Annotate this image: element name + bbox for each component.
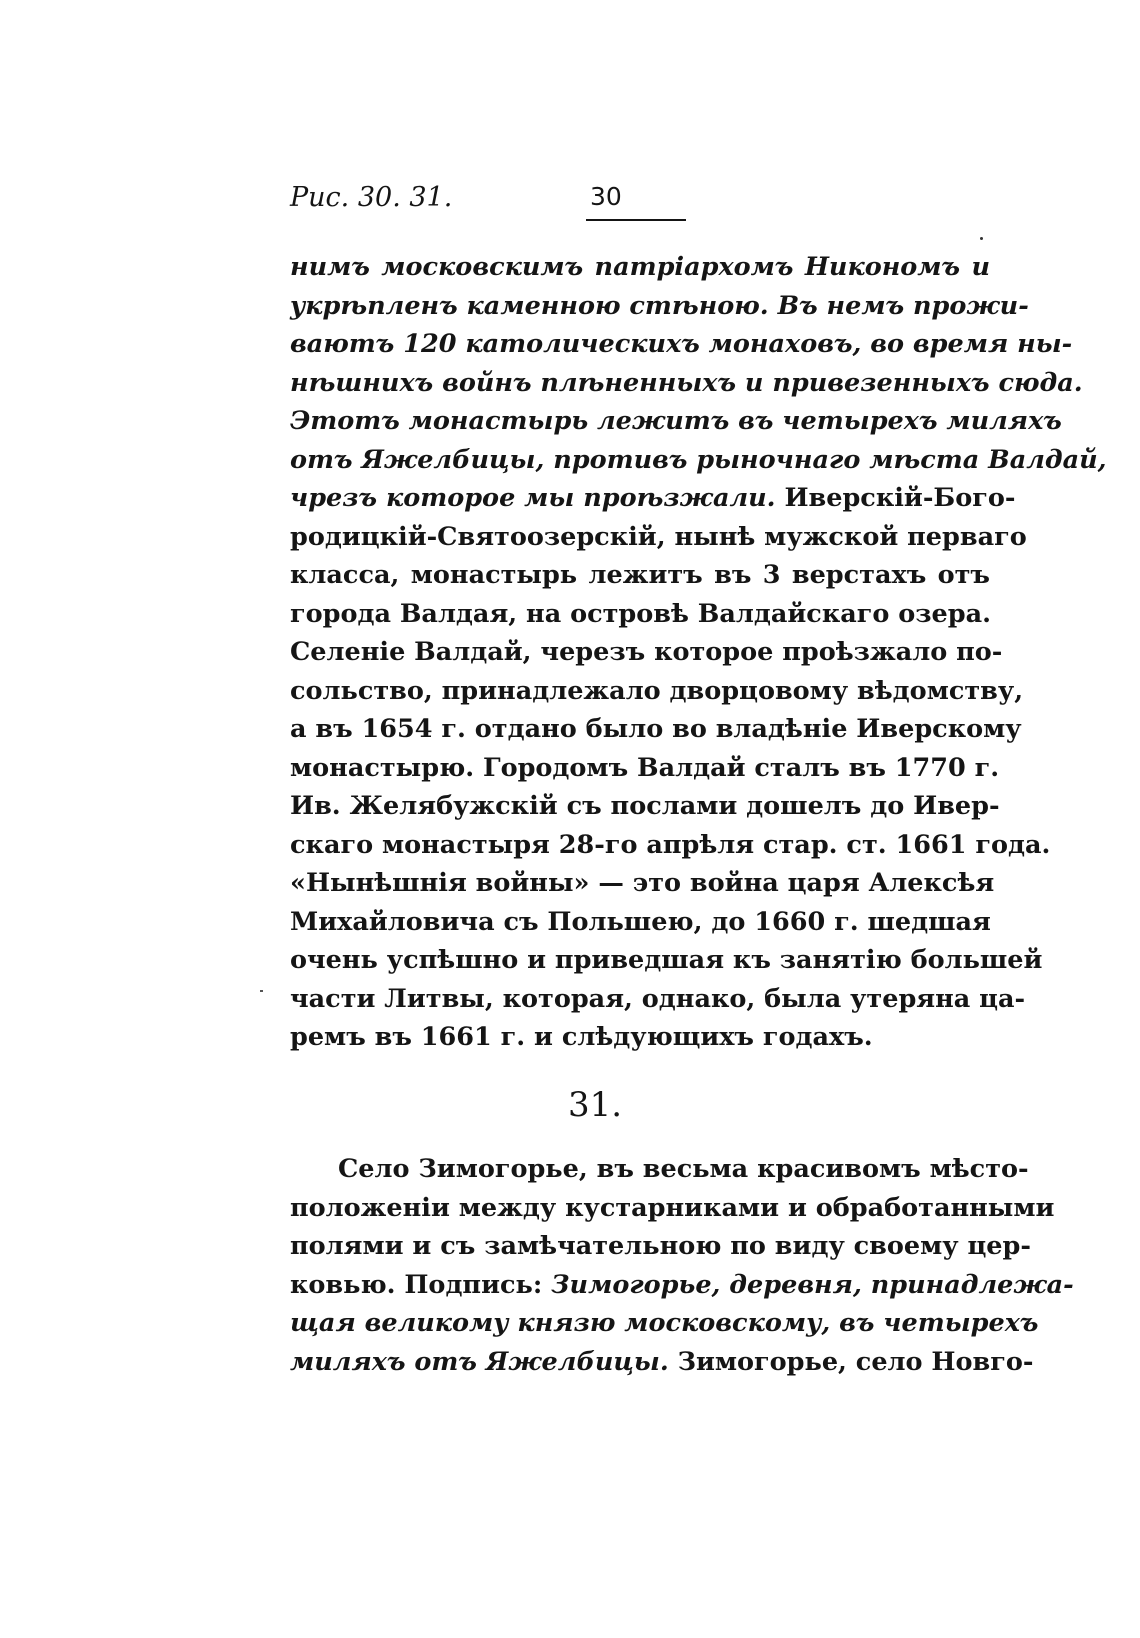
text-line: отъ Яжелбицы, противъ рыночнаго мѣста Валдай, bbox=[290, 444, 1107, 475]
text-line: щая великому князю московскому, въ четырехъ bbox=[290, 1308, 1039, 1338]
margin-mark bbox=[260, 990, 263, 992]
text-line: ваютъ 120 католическихъ монаховъ, во время ны- bbox=[290, 329, 1073, 359]
paragraph-section-31 bbox=[290, 1150, 1074, 1381]
text-line: части Литвы, которая, однако, была утеряна ца- bbox=[290, 983, 1026, 1014]
text-line: сольство, принадлежало дворцовому вѣдомству, bbox=[290, 675, 1024, 706]
text-line: города Валдая, на островѣ Валдайскаго озера. bbox=[290, 598, 992, 629]
text-line: положеніи между кустарниками и обработанными bbox=[290, 1192, 1055, 1223]
text-line: миляхъ отъ Яжелбицы. Зимогорье, село Новго- bbox=[290, 1346, 1034, 1377]
text-line: нѣшнихъ войнъ плѣненныхъ и привезенныхъ сюда. bbox=[290, 367, 1083, 398]
text-line: Ив. Желябужскій съ послами дошелъ до Ивер- bbox=[290, 791, 1000, 821]
text-line: класса, монастырь лежитъ въ 3 верстахъ отъ bbox=[290, 560, 990, 590]
print-speck bbox=[980, 237, 983, 240]
text-line: Михайловича съ Польшею, до 1660 г. шедшая bbox=[290, 906, 991, 937]
text-line: ковью. Подпись: Зимогорье, деревня, принадлежа- bbox=[290, 1269, 1074, 1300]
page-number: 30 bbox=[590, 182, 622, 211]
paragraph-continuation bbox=[290, 248, 1107, 1057]
header-rule bbox=[586, 219, 686, 221]
text-line: укрѣпленъ каменною стѣною. Въ немъ прожи- bbox=[290, 290, 1029, 321]
text-line: скаго монастыря 28-го апрѣля стар. ст. 1661 года. bbox=[290, 829, 1051, 860]
text-line: нимъ московскимъ патріархомъ Никономъ и bbox=[290, 252, 990, 282]
text-line: чрезъ которое мы проѣзжали. Иверскій-Бого- bbox=[290, 483, 1016, 513]
running-head bbox=[290, 182, 990, 222]
figure-reference: Рис. 30. 31. bbox=[290, 182, 453, 213]
text-line: «Нынѣшнія войны» — это война царя Алексѣя bbox=[290, 868, 995, 898]
text-line: монастырю. Городомъ Валдай сталъ въ 1770 г. bbox=[290, 752, 1000, 783]
text-line: Этотъ монастырь лежитъ въ четырехъ миляхъ bbox=[290, 406, 1062, 436]
text-line: Селеніе Валдай, черезъ которое проѣзжало по- bbox=[290, 637, 1003, 667]
text-line: ремъ въ 1661 г. и слѣдующихъ годахъ. bbox=[290, 1022, 873, 1052]
text-line: а въ 1654 г. отдано было во владѣніе Иверскому bbox=[290, 714, 1022, 744]
text-line: Село Зимогорье, въ весьма красивомъ мѣсто- bbox=[338, 1154, 1029, 1184]
text-line: родицкій-Святоозерскій, нынѣ мужской перваго bbox=[290, 521, 1027, 552]
text-line: полями и съ замѣчательною по виду своему цер- bbox=[290, 1231, 1031, 1261]
text-line: очень успѣшно и приведшая къ занятію большей bbox=[290, 945, 1043, 975]
section-heading: 31. bbox=[567, 1085, 623, 1125]
